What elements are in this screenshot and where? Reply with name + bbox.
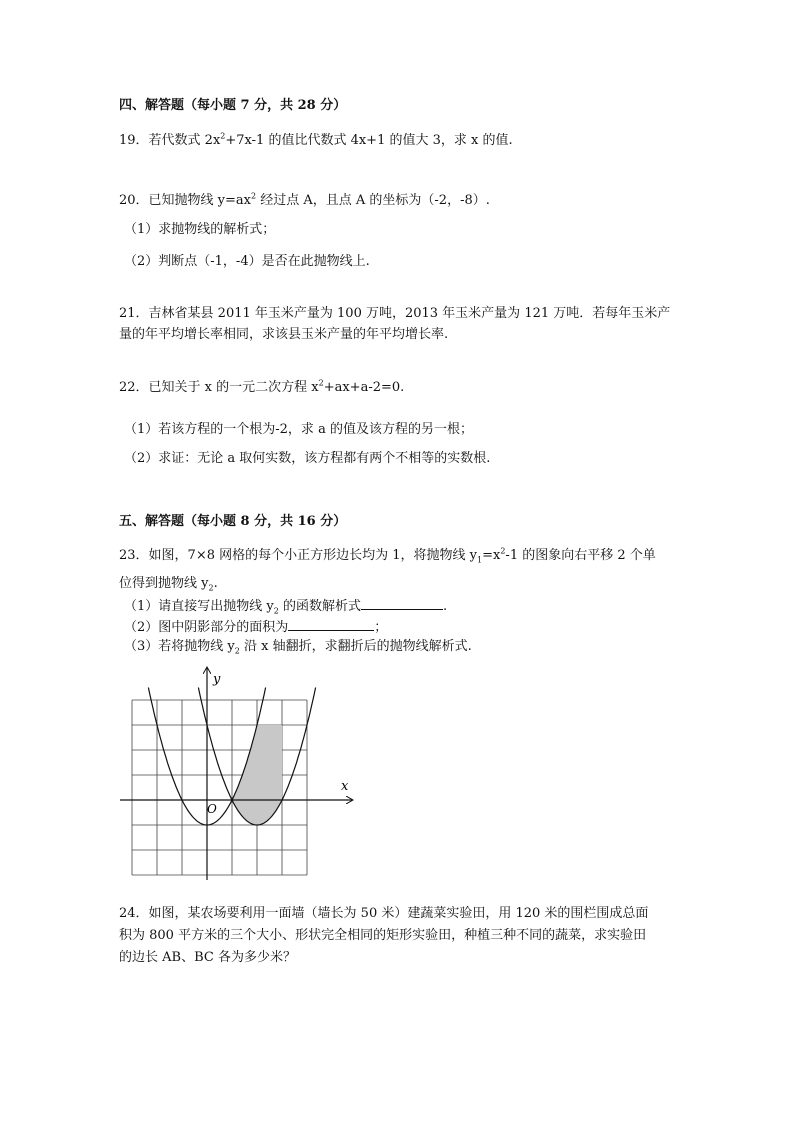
q22-text: 22．已知关于 x 的一元二次方程 x — [119, 380, 319, 395]
q20-text-2: 经过点 A，且点 A 的坐标为（-2，-8）. — [256, 193, 490, 208]
q23-p3-text-2: 沿 x 轴翻折，求翻折后的抛物线解析式. — [239, 639, 472, 654]
q23-text: 23．如图，7×8 网格的每个小正方形边长均为 1，将抛物线 y — [119, 548, 477, 563]
q23-p1-tail: . — [442, 599, 448, 614]
q23-p1-text-2: 的函数解析式 — [278, 599, 361, 614]
y-axis-label: y — [213, 672, 221, 687]
q21-line-1: 21．吉林省某县 2011 年玉米产量为 100 万吨，2013 年玉米产量为 121 万吨．若每年玉米产 — [119, 306, 671, 321]
q23-p3-text: （3）若将抛物线 y — [124, 639, 235, 654]
q23-text-3: -1 的图象向右平移 2 个单 — [505, 548, 656, 563]
section-5-heading: 五、解答题（每小题 8 分，共 16 分） — [119, 514, 347, 529]
q22-part-1: （1）若该方程的一个根为-2，求 a 的值及该方程的另一根； — [124, 422, 473, 437]
q23-line2-text: 位得到抛物线 y — [119, 576, 209, 591]
q19-exponent: 2 — [220, 131, 226, 141]
q23-p1-subscript: 2 — [273, 606, 279, 616]
q23-p1-text: （1）请直接写出抛物线 y — [124, 599, 274, 614]
q24-line-1: 24．如图，某农场要利用一面墙（墙长为 50 米）建蔬菜实验田，用 120 米的围栏围成总面 — [119, 906, 649, 921]
q20-exponent: 2 — [251, 191, 257, 201]
q19-text: 19．若代数式 2x — [119, 133, 221, 148]
q23-p3-subscript: 2 — [234, 646, 240, 656]
x-axis-label: x — [341, 779, 349, 794]
q20-part-2: （2）判断点（-1，-4）是否在此抛物线上. — [124, 254, 370, 269]
q20-part-1: （1）求抛物线的解析式； — [124, 222, 276, 237]
q23-subscript: 1 — [477, 555, 483, 565]
q22-exponent: 2 — [318, 378, 324, 388]
section-4-heading: 四、解答题（每小题 7 分，共 28 分） — [119, 98, 347, 113]
q23-text-2: =x — [482, 548, 501, 563]
q24-line-3: 的边长 AB、BC 各为多少米？ — [119, 950, 296, 965]
q23-line2-end: . — [213, 576, 218, 591]
q23-p2-tail: ； — [374, 620, 388, 635]
q21-line-2: 量的年平均增长率相同，求该县玉米产量的年平均增长率. — [119, 327, 449, 342]
q22-part-2: （2）求证：无论 a 取何实数，该方程都有两个不相等的实数根. — [124, 451, 491, 466]
q20-text: 20．已知抛物线 y=ax — [119, 193, 251, 208]
q23-p2-text: （2）图中阴影部分的面积为 — [124, 620, 289, 635]
q24-line-2: 积为 800 平方米的三个大小、形状完全相同的矩形实验田，种植三种不同的蔬菜，求实验田 — [119, 928, 647, 943]
q23-exponent: 2 — [500, 546, 506, 556]
origin-label: O — [207, 802, 217, 816]
q19-text-2: +7x-1 的值比代数式 4x+1 的值大 3，求 x 的值. — [225, 133, 513, 148]
q22-text-2: +ax+a-2=0. — [323, 380, 405, 395]
q23-line2-subscript: 2 — [208, 583, 214, 593]
